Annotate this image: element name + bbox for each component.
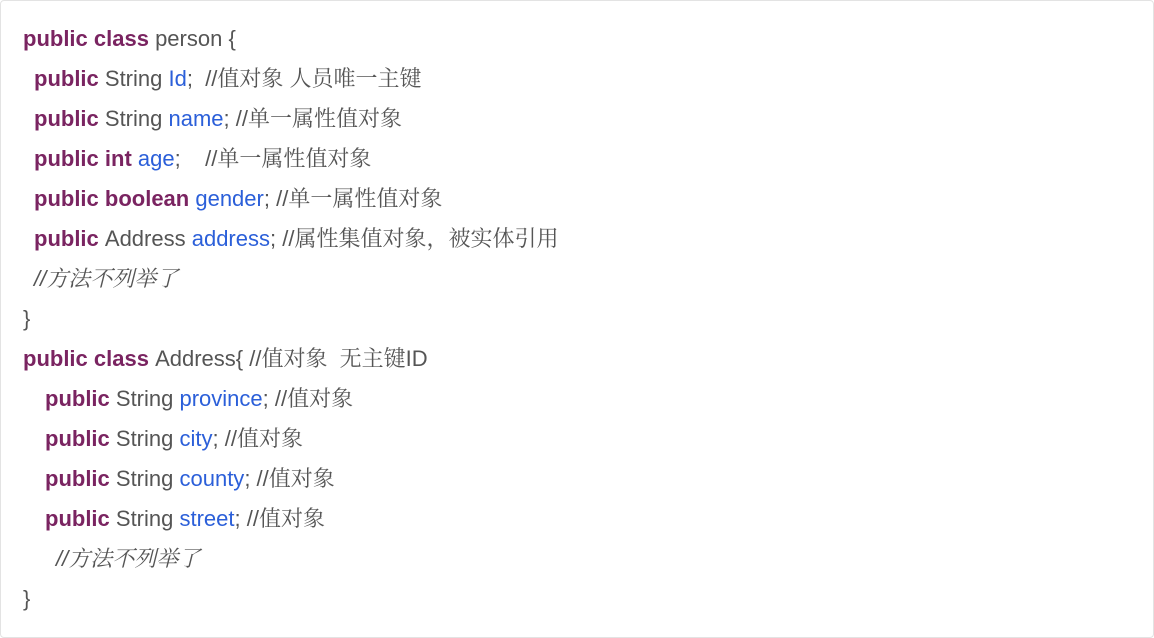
code-token-cmt-i: //方法不列举了 bbox=[56, 546, 201, 571]
code-token-kw: public class bbox=[23, 346, 156, 371]
code-line bbox=[23, 579, 1131, 619]
code-token-var: province bbox=[179, 386, 263, 411]
code-line bbox=[23, 539, 1131, 579]
code-token-var: Id bbox=[168, 66, 187, 91]
code-token-cmt: //值对象 无主键ID bbox=[249, 346, 428, 371]
code-token-plain: person { bbox=[155, 26, 236, 51]
code-line bbox=[23, 379, 1131, 419]
code-token-cmt: //单一属性值对象 bbox=[235, 106, 402, 131]
code-token-cmt: //值对象 人员唯一主键 bbox=[205, 66, 422, 91]
code-token-var: gender bbox=[195, 186, 264, 211]
code-token-kw: public bbox=[45, 506, 116, 531]
code-line bbox=[23, 219, 1131, 259]
code-token-type: String bbox=[115, 386, 180, 411]
code-token-kw: public bbox=[34, 66, 105, 91]
code-token-var: street bbox=[179, 506, 235, 531]
code-token-kw: public int bbox=[34, 146, 138, 171]
code-token-kw: public bbox=[45, 466, 116, 491]
code-token-kw: public bbox=[45, 426, 116, 451]
code-token-plain: ; bbox=[244, 466, 257, 491]
code-token-cmt: //单一属性值对象 bbox=[205, 146, 372, 171]
code-token-type: String bbox=[115, 426, 180, 451]
code-line bbox=[23, 259, 1131, 299]
code-token-plain: } bbox=[23, 306, 31, 331]
code-token-var: name bbox=[168, 106, 224, 131]
code-token-plain: Address{ bbox=[155, 346, 250, 371]
code-token-type: Address bbox=[104, 226, 192, 251]
code-line bbox=[23, 459, 1131, 499]
code-token-plain: ; bbox=[186, 66, 206, 91]
code-token-cmt: //值对象 bbox=[224, 426, 303, 451]
code-token-type: String bbox=[115, 506, 180, 531]
code-token-cmt: //属性集值对象，被实体引用 bbox=[282, 226, 559, 251]
code-line bbox=[23, 99, 1131, 139]
code-token-plain: ; bbox=[174, 146, 206, 171]
code-line bbox=[23, 59, 1131, 99]
code-token-plain: ; bbox=[262, 386, 275, 411]
code-line bbox=[23, 19, 1131, 59]
code-token-var: city bbox=[179, 426, 213, 451]
code-token-plain: ; bbox=[263, 186, 277, 211]
code-line bbox=[23, 299, 1131, 339]
code-line bbox=[23, 139, 1131, 179]
code-token-cmt: //值对象 bbox=[274, 386, 354, 411]
code-token-plain: ; bbox=[223, 106, 236, 131]
code-token-plain: } bbox=[23, 586, 31, 611]
code-token-cmt: //值对象 bbox=[246, 506, 325, 531]
code-token-plain: ; bbox=[212, 426, 225, 451]
code-token-var: address bbox=[191, 226, 270, 251]
code-token-cmt: //单一属性值对象 bbox=[276, 186, 443, 211]
code-token-var: age bbox=[137, 146, 175, 171]
code-token-kw: public class bbox=[23, 26, 156, 51]
code-token-cmt: //值对象 bbox=[256, 466, 335, 491]
code-token-kw: public bbox=[34, 226, 105, 251]
code-line bbox=[23, 179, 1131, 219]
code-block bbox=[23, 19, 1131, 619]
code-line bbox=[23, 499, 1131, 539]
code-token-type: String bbox=[115, 466, 180, 491]
code-token-var: county bbox=[179, 466, 245, 491]
code-token-kw: public bbox=[34, 106, 105, 131]
code-token-kw: public boolean bbox=[34, 186, 196, 211]
code-token-cmt-i: //方法不列举了 bbox=[34, 266, 179, 291]
code-token-type: String bbox=[104, 106, 169, 131]
code-token-plain: ; bbox=[234, 506, 247, 531]
code-line bbox=[23, 419, 1131, 459]
code-line bbox=[23, 339, 1131, 379]
code-token-plain: ; bbox=[270, 226, 283, 251]
code-token-type: String bbox=[104, 66, 169, 91]
code-token-kw: public bbox=[45, 386, 116, 411]
